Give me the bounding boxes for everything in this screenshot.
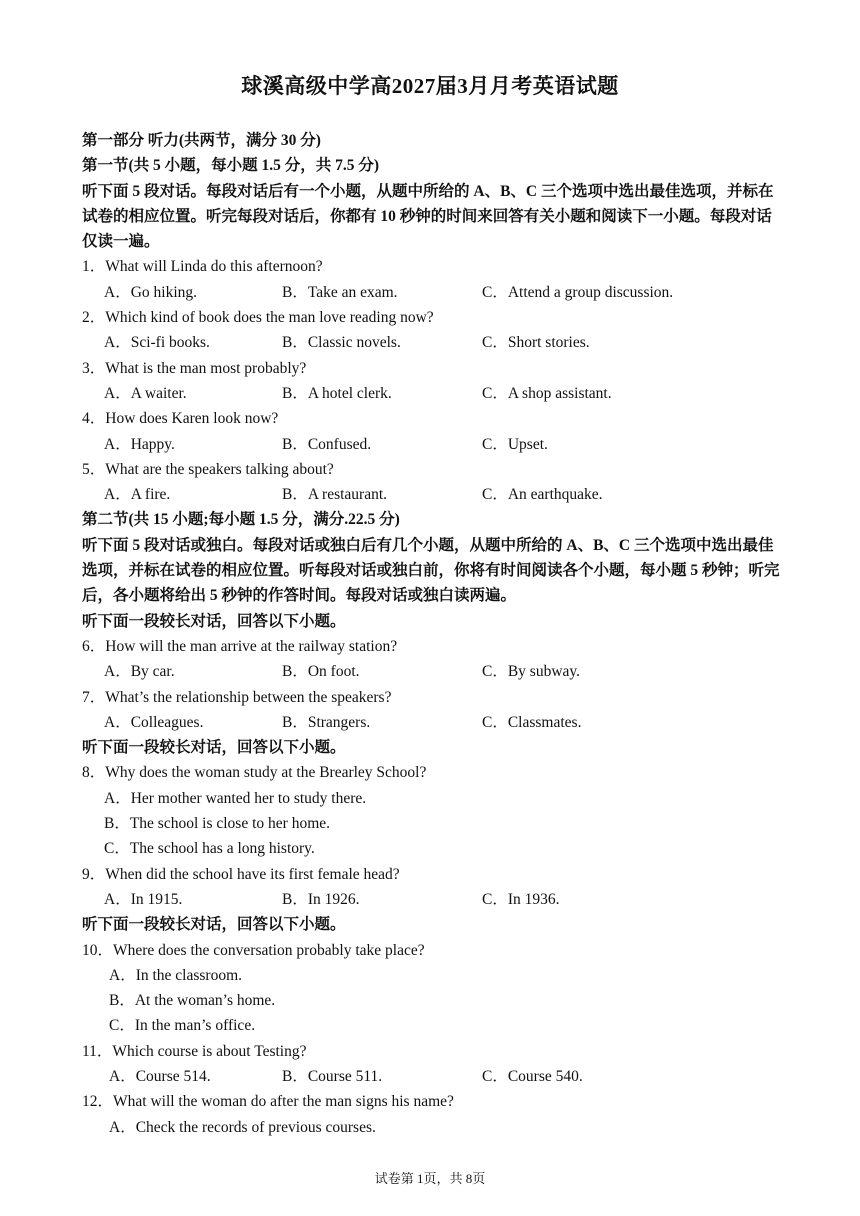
- option-b: B．The school is close to her home.: [104, 815, 330, 833]
- dialog-note: 听下面一段较长对话，回答以下小题。: [82, 612, 346, 630]
- option-b: B．At the woman’s home.: [109, 992, 276, 1010]
- question-text: 2．Which kind of book does the man love reading now?: [82, 309, 434, 327]
- options-row: [82, 280, 787, 305]
- options-row: [82, 659, 787, 684]
- section1-heading: 第一节(共 5 小题，每小题 1.5 分，共 7.5 分): [82, 157, 380, 175]
- option-c: C．The school has a long history.: [104, 840, 315, 858]
- option-b: B．Confused.: [282, 435, 372, 453]
- question-text: 5．What are the speakers talking about?: [82, 460, 334, 478]
- option-b: B．A hotel clerk.: [282, 384, 392, 402]
- options-row: [82, 887, 787, 912]
- option-c: C．By subway.: [482, 663, 581, 681]
- option-b: B．Classic novels.: [282, 334, 401, 352]
- options-row: [82, 330, 787, 355]
- question-11: [82, 1039, 787, 1090]
- question-8: [82, 760, 787, 861]
- options-row: [82, 1064, 787, 1089]
- option-a: A．In 1915.: [104, 890, 183, 908]
- option-a: A．A fire.: [104, 486, 171, 504]
- option-b: B．Course 511.: [282, 1067, 383, 1085]
- option-a: A．Check the records of previous courses.: [109, 1118, 376, 1136]
- question-text: 3．What is the man most probably?: [82, 359, 307, 377]
- option-b: B．On foot.: [282, 663, 360, 681]
- option-a: A．Sci-fi books.: [104, 334, 210, 352]
- question-text: 6．How will the man arrive at the railway station?: [82, 637, 398, 655]
- question-text: 12．What will the woman do after the man signs his name?: [82, 1093, 454, 1111]
- question-4: [82, 406, 787, 457]
- question-text: 9．When did the school have its first female head?: [82, 865, 400, 883]
- option-a: A．In the classroom.: [109, 966, 243, 984]
- option-c: C．An earthquake.: [482, 486, 603, 504]
- question-text: 8．Why does the woman study at the Brearley School?: [82, 764, 427, 782]
- question-6: [82, 634, 787, 685]
- question-1: [82, 254, 787, 305]
- option-b: B．Take an exam.: [282, 283, 398, 301]
- options-row: [82, 482, 787, 507]
- options-row: [82, 432, 787, 457]
- exam-content: [82, 128, 787, 1140]
- question-12: [82, 1089, 787, 1140]
- option-a: A．Happy.: [104, 435, 175, 453]
- option-a: A．Go hiking.: [104, 283, 198, 301]
- option-b: B．A restaurant.: [282, 486, 388, 504]
- option-a: A．By car.: [104, 663, 175, 681]
- page-footer: 试卷第 1页，共 8页: [374, 1171, 486, 1186]
- option-c: C．In the man’s office.: [109, 1017, 256, 1035]
- option-c: C．Upset.: [482, 435, 548, 453]
- section1-instructions: 听下面 5 段对话。每段对话后有一个小题，从题中所给的 A、B、C 三个选项中选出最佳选项，并标在试卷的相应位置。听完每段对话后，你都有 10 秒钟的时间来回答有关小题和阅读下一小题。每段对话仅读一遍。: [82, 182, 774, 251]
- part1-heading: 第一部分 听力(共两节，满分 30 分): [82, 132, 321, 149]
- option-c: C．Course 540.: [482, 1067, 583, 1085]
- option-a: A．Colleagues.: [104, 713, 204, 731]
- option-a: A．Course 514.: [109, 1067, 211, 1085]
- question-text: 4．How does Karen look now?: [82, 410, 279, 428]
- option-c: C．A shop assistant.: [482, 384, 612, 402]
- option-b: B．In 1926.: [282, 890, 360, 908]
- option-a: A．A waiter.: [104, 384, 187, 402]
- options-row: [82, 710, 787, 735]
- section2-heading: 第二节(共 15 小题;每小题 1.5 分，满分.22.5 分): [82, 511, 400, 529]
- question-text: 10．Where does the conversation probably take place?: [82, 941, 425, 959]
- page-title: 球溪高级中学高2027届3月月考英语试题: [241, 74, 619, 98]
- option-a: A．Her mother wanted her to study there.: [104, 789, 367, 807]
- section2-instructions: 听下面 5 段对话或独白。每段对话或独白后有几个小题，从题中所给的 A、B、C 三个选项中选出最佳选项，并标在试卷的相应位置。听每段对话或独白前，你将有时间阅读各个小题，每小题 5 秒钟；听完后，各小题将给出 5 秒钟的作答时间。每段对话或独白读两遍。: [82, 536, 780, 605]
- question-5: [82, 457, 787, 508]
- dialog-note: 听下面一段较长对话，回答以下小题。: [82, 739, 346, 757]
- question-9: [82, 862, 787, 913]
- option-c: C．Classmates.: [482, 713, 582, 731]
- question-7: [82, 685, 787, 736]
- option-b: B．Strangers.: [282, 713, 371, 731]
- option-c: C．Short stories.: [482, 334, 590, 352]
- option-c: C．Attend a group discussion.: [482, 283, 674, 301]
- question-3: [82, 356, 787, 407]
- question-2: [82, 305, 787, 356]
- question-text: 11．Which course is about Testing?: [82, 1042, 307, 1060]
- option-c: C．In 1936.: [482, 890, 560, 908]
- question-10: [82, 938, 787, 1039]
- question-text: 1．What will Linda do this afternoon?: [82, 258, 323, 276]
- options-row: [82, 381, 787, 406]
- question-text: 7．What’s the relationship between the speakers?: [82, 688, 392, 706]
- dialog-note: 听下面一段较长对话，回答以下小题。: [82, 916, 346, 934]
